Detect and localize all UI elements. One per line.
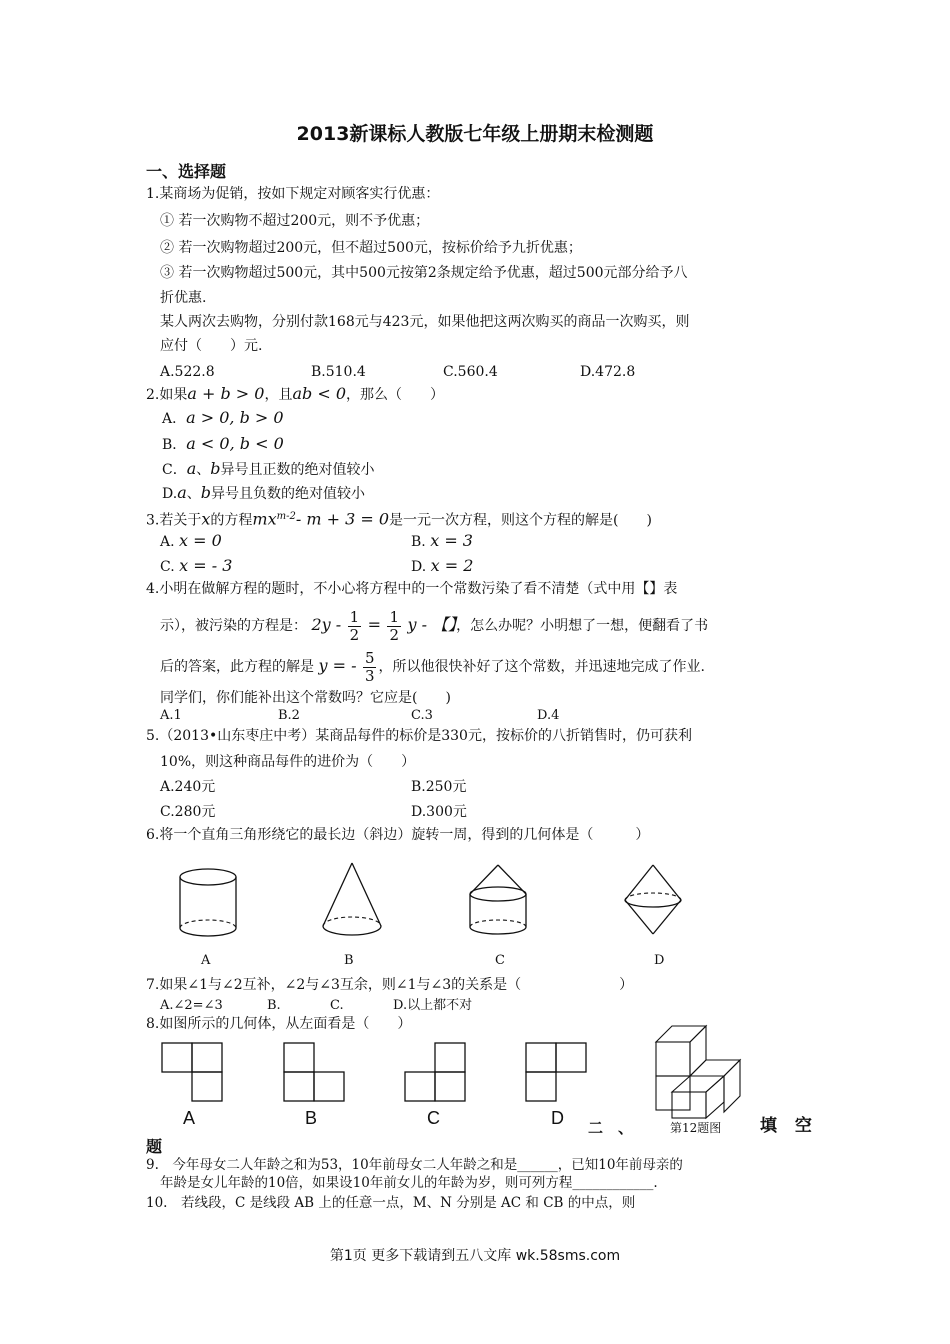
q4-fraction-2-den: 2 (389, 625, 400, 644)
q6-label-d: D (654, 953, 665, 968)
q2-option-c-var-a: a (186, 459, 197, 478)
q2-stem-mid: ，且 (264, 387, 293, 403)
q4-fraction-2 (387, 609, 401, 644)
q3-option-c-letter: C. (160, 559, 175, 575)
q3-var: x (201, 509, 211, 529)
q4-solution-fraction (363, 650, 377, 685)
q3-option-c (160, 556, 232, 577)
q2-option-b (162, 434, 284, 455)
q8-solid-cubes-icon (655, 1024, 745, 1120)
q2-option-d-text: 异号且负数的绝对值较小 (210, 486, 365, 502)
q2-option-c (162, 459, 375, 480)
q1-option-d: D.472.8 (580, 364, 636, 380)
section-heading-fill-part2: 填 空 (760, 1116, 818, 1136)
q7-option-d: D.以上都不对 (393, 998, 473, 1013)
q6-label-b: B (344, 953, 354, 968)
q9-line1: 9. 今年母女二人年龄之和为53，10年前母女二人年龄之和是______，已知10年前母亲的 (146, 1157, 683, 1173)
q4-option-c: C.3 (411, 708, 433, 723)
q8-label-b: B (305, 1108, 318, 1128)
q6-figure-d-double-cone-icon (620, 862, 690, 942)
q10-line1: 10. 若线段，C 是线段 AB 上的任意一点，M、N 分别是 AC 和 CB 的中点，则 (146, 1195, 636, 1211)
q8-option-c-view-icon (404, 1042, 469, 1104)
q3-stem (146, 507, 652, 531)
q3-option-d-math: x = 2 (430, 556, 474, 575)
q4-line2-pre: 示），被污染的方程是： (160, 618, 307, 634)
q4-fraction-1-den: 2 (349, 625, 360, 644)
q3-option-b-math: x = 3 (430, 531, 473, 550)
q8-stem: 8.如图所示的几何体，从左面看是（ ） (146, 1016, 412, 1032)
q1-rule2: ② 若一次购物超过200元，但不超过500元，按标价给予九折优惠； (160, 240, 582, 256)
q1-ask-cont: 应付（ ）元. (160, 338, 263, 354)
q1-option-c: C.560.4 (443, 364, 498, 380)
q2-option-a-math: a > 0, b > 0 (186, 408, 284, 427)
q2-stem-pre: 2.如果 (146, 387, 188, 403)
q8-label-d: D (551, 1108, 564, 1128)
q4-fraction-1-num: 1 (349, 607, 360, 626)
q9-line2: 年龄是女儿年龄的10倍，如果设10年前女儿的年龄为岁，则可列方程____________. (160, 1175, 658, 1191)
q7-option-c: C. (330, 998, 344, 1013)
q2-option-c-sep: 、 (196, 462, 211, 478)
q3-option-b (411, 531, 473, 552)
q3-option-a-math: x = 0 (179, 531, 222, 550)
q5-option-a: A.240元 (160, 779, 216, 795)
q3-option-a-letter: A. (160, 534, 175, 550)
q4-solution-num: 5 (364, 648, 375, 667)
section-heading-fill-part3: 题 (146, 1137, 163, 1156)
q1-rule3: ③ 若一次购物超过500元，其中500元按第2条规定给予优惠，超过500元部分给予八 (160, 265, 688, 281)
q3-option-d (411, 556, 473, 577)
q6-stem: 6.将一个直角三角形绕它的最长边（斜边）旋转一周，得到的几何体是（ ） (146, 827, 650, 843)
q6-figure-c-cone-on-cylinder-icon (465, 862, 535, 942)
q3-option-b-letter: B. (411, 534, 426, 550)
q5-option-d: D.300元 (411, 804, 467, 820)
page-title: 2013新课标人教版七年级上册期末检测题 (296, 123, 654, 145)
q2-option-a (162, 408, 284, 429)
q8-figure-caption: 第12题图 (670, 1121, 722, 1135)
q7-stem: 7.如果∠1与∠2互补，∠2与∠3互余，则∠1与∠3的关系是（ ） (146, 977, 634, 993)
q4-option-d: D.4 (537, 708, 560, 723)
q5-line1: 5.（2013•山东枣庄中考）某商品每件的标价是330元，按标价的八折销售时，仍可获利 (146, 728, 692, 744)
q3-eq-rest: - m + 3 = 0 (295, 509, 390, 529)
q6-figure-a-cylinder-icon (175, 865, 245, 940)
q4-fraction-1 (348, 609, 362, 644)
q2-option-d-sep: 、 (186, 486, 201, 502)
q2-option-d-letter: D. (162, 486, 178, 502)
q6-figure-b-cone-icon (318, 860, 388, 940)
q1-rule3-cont: 折优惠. (160, 290, 207, 306)
page-footer: 第1页 更多下载请到五八文库 wk.58sms.com (329, 1248, 621, 1264)
q8-label-c: C (427, 1108, 440, 1128)
q8-option-b-view-icon (283, 1042, 348, 1104)
q4-eq-part-c: y - 【】 (407, 615, 457, 634)
q2-option-b-math: a < 0, b < 0 (186, 434, 284, 453)
q4-line4: 同学们，你们能补出这个常数吗？它应是( ) (160, 690, 451, 706)
q1-rule1: ① 若一次购物不超过200元，则不予优惠； (160, 213, 430, 229)
q7-option-b: B. (267, 998, 281, 1013)
q3-option-d-letter: D. (411, 559, 427, 575)
q2-option-c-var-b: b (210, 459, 221, 478)
q3-stem-pre: 3.若关于 (146, 512, 202, 529)
q4-line3 (160, 646, 705, 687)
q2-stem (146, 384, 444, 405)
q4-line2 (160, 605, 708, 646)
q8-option-a-view-icon (161, 1042, 226, 1104)
q5-option-b: B.250元 (411, 779, 467, 795)
q4-eq-equals: = (367, 615, 382, 634)
q4-fraction-2-num: 1 (389, 607, 400, 626)
q2-cond2: ab < 0 (292, 384, 347, 403)
q4-solution-den: 3 (364, 666, 375, 685)
q4-eq-part-a: 2y - (311, 615, 342, 634)
q8-label-a: A (183, 1108, 196, 1128)
q3-option-a (160, 531, 222, 552)
q7-option-a: A.∠2=∠3 (160, 998, 223, 1013)
q8-option-d-view-icon (525, 1042, 590, 1104)
q2-option-d-var-b: b (200, 483, 211, 502)
q2-stem-post: ，那么（ ） (346, 387, 445, 403)
q4-option-b: B.2 (278, 708, 300, 723)
q6-label-a: A (201, 953, 211, 968)
q2-option-d-var-a: a (177, 483, 187, 502)
q4-line3-post: ，所以他很快补好了这个常数，并迅速地完成了作业. (378, 659, 705, 675)
q1-option-b: B.510.4 (311, 364, 366, 380)
q4-line3-pre: 后的答案，此方程的解是 (160, 659, 314, 675)
q3-eq-base: mx (252, 509, 277, 529)
q2-option-a-letter: A． (162, 411, 187, 427)
q3-option-c-math: x = - 3 (179, 556, 233, 575)
q1-ask: 某人两次去购物，分别付款168元与423元，如果他把这两次购买的商品一次购买，则 (160, 314, 690, 330)
q2-option-c-letter: C． (162, 462, 187, 478)
q2-cond1: a + b > 0 (187, 384, 265, 403)
q5-option-c: C.280元 (160, 804, 216, 820)
q2-option-c-text: 异号且正数的绝对值较小 (220, 462, 375, 478)
q3-stem-mid: 的方程 (210, 512, 253, 529)
q5-line2: 10%，则这种商品每件的进价为（ ） (160, 754, 416, 770)
q4-line1: 4.小明在做解方程的题时，不小心将方程中的一个常数污染了看不清楚（式中用【】表 (146, 581, 678, 597)
q1-stem: 1.某商场为促销，按如下规定对顾客实行优惠： (146, 186, 440, 202)
q6-label-c: C (495, 953, 505, 968)
q3-eq-exponent: m-2 (276, 511, 296, 522)
q1-option-a: A.522.8 (160, 364, 215, 380)
q4-solution-lhs: y = - (318, 656, 357, 675)
section-heading-fill-part1: 二 、 (588, 1119, 634, 1137)
q4-line2-post: ，怎么办呢？小明想了一想，便翻看了书 (456, 618, 709, 634)
q3-stem-post: 是一元一次方程，则这个方程的解是( ) (389, 512, 652, 529)
section-heading-choice: 一、选择题 (146, 162, 227, 181)
q2-option-b-letter: B． (162, 437, 187, 453)
q2-option-d (162, 483, 365, 504)
q4-option-a: A.1 (160, 708, 182, 723)
